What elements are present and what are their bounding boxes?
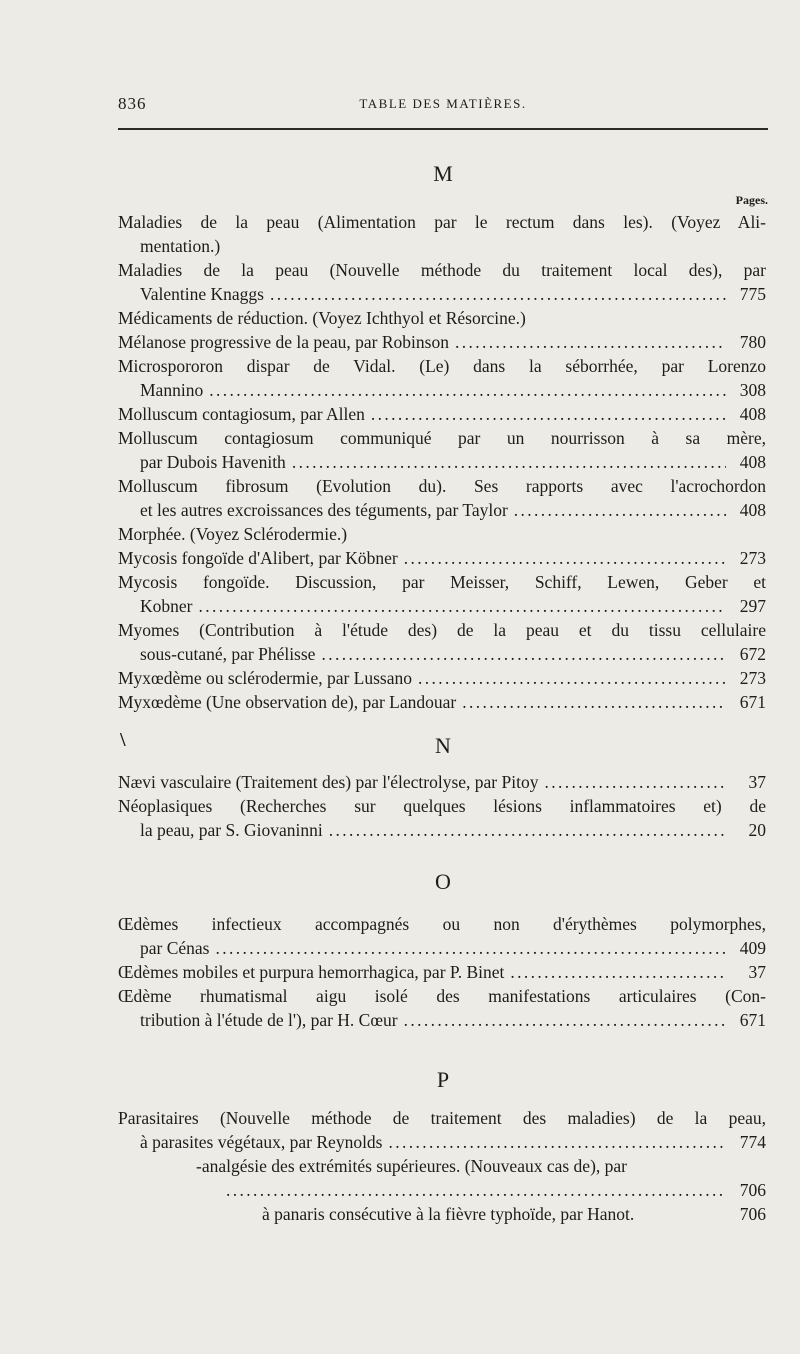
entry-page-number: 37 <box>748 772 766 792</box>
entry-text: par Dubois Havenith <box>140 452 286 472</box>
running-title: TABLE DES MATIÈRES. <box>359 96 527 111</box>
entry-page-number: 706 <box>739 1180 766 1200</box>
entry-page-number: 774 <box>739 1132 766 1152</box>
index-entry-line <box>140 594 766 618</box>
entry-text: Mannino <box>140 380 204 400</box>
index-entry-line <box>140 1130 766 1154</box>
index-entry-line: Parasitaires (Nouvelle méthode de traitement des maladies) de la peau, <box>118 1108 766 1128</box>
index-entry-line <box>140 642 766 666</box>
dot-leader <box>462 690 726 714</box>
entry-text: sous-cutané, par Phélisse <box>140 644 316 664</box>
dot-leader <box>544 770 726 794</box>
index-entry-line <box>140 936 766 960</box>
margin-mark: \ <box>120 729 126 751</box>
entry-page-number: 672 <box>739 644 766 664</box>
entry-page-number: 408 <box>739 452 766 472</box>
index-entry-line <box>140 818 766 842</box>
entry-text: à parasites végétaux, par Reynolds <box>140 1132 383 1152</box>
index-entry-line <box>140 450 766 474</box>
dot-leader <box>514 498 726 522</box>
entry-text: Nævi vasculaire (Traitement des) par l'électrolyse, par Pitoy <box>118 772 539 792</box>
index-entry-line: Médicaments de réduction. (Voyez Ichthyol et Résorcine.) <box>118 308 526 328</box>
section-letter-o: O <box>435 869 451 894</box>
dot-leader <box>418 666 726 690</box>
dot-leader <box>329 818 726 842</box>
entry-text: tribution à l'étude de l'), par H. Cœur <box>140 1010 398 1030</box>
index-entry-line: Maladies de la peau (Nouvelle méthode du traitement local des), par <box>118 260 766 280</box>
entry-text: et les autres excroissances des téguments, par Taylor <box>140 500 508 520</box>
dot-leader <box>292 450 726 474</box>
pages-column-label: Pages. <box>735 193 768 207</box>
entry-text: Molluscum contagiosum, par Allen <box>118 404 365 424</box>
dot-leader <box>371 402 726 426</box>
index-entry-line <box>140 1008 766 1032</box>
entry-page-number: 297 <box>739 596 766 616</box>
entry-text: Valentine Knaggs <box>140 284 264 304</box>
section-letter-n: N <box>435 733 451 758</box>
entry-text: Mycosis fongoïde d'Alibert, par Köbner <box>118 548 398 568</box>
entry-page-number: 706 <box>739 1204 766 1224</box>
index-entry-line: Molluscum contagiosum communiqué par un nourrisson à sa mère, <box>118 428 766 448</box>
index-entry-line <box>140 498 766 522</box>
index-entry-line <box>118 960 766 984</box>
entry-page-number: 775 <box>739 284 766 304</box>
entry-text: Kobner <box>140 596 193 616</box>
index-entry-line <box>118 546 766 570</box>
dot-leader <box>404 1008 726 1032</box>
section-letter-m: M <box>433 161 453 186</box>
index-entry-line <box>220 1178 766 1202</box>
entry-page-number: 408 <box>739 500 766 520</box>
index-entry-line: Maladies de la peau (Alimentation par le rectum dans les). (Voyez Ali- <box>118 212 766 232</box>
entry-page-number: 308 <box>739 380 766 400</box>
entry-page-number: 780 <box>739 332 766 352</box>
entry-text: la peau, par S. Giovaninni <box>140 820 323 840</box>
index-entry-line: -analgésie des extrémités supérieures. (Nouveaux cas de), par <box>196 1156 627 1176</box>
entry-page-number: 671 <box>739 1010 766 1030</box>
index-entry-line: Mycosis fongoïde. Discussion, par Meisser, Schiff, Lewen, Geber et <box>118 572 766 592</box>
entry-text: Mélanose progressive de la peau, par Robinson <box>118 332 449 352</box>
index-entry-line: Morphée. (Voyez Sclérodermie.) <box>118 524 348 544</box>
entry-text: Myxœdème (Une observation de), par Landouar <box>118 692 457 712</box>
dot-leader <box>226 1178 726 1202</box>
index-entry-line: mentation.) <box>140 236 221 256</box>
dot-leader <box>510 960 726 984</box>
entry-page-number: 408 <box>739 404 766 424</box>
entry-page-number: 37 <box>748 962 766 982</box>
dot-leader <box>455 330 726 354</box>
entry-text: Œdèmes mobiles et purpura hemorrhagica, par P. Binet <box>118 962 505 982</box>
entry-text: Myxœdème ou sclérodermie, par Lussano <box>118 668 413 688</box>
entry-page-number: 409 <box>739 938 766 958</box>
entry-page-number: 20 <box>748 820 766 840</box>
dot-leader <box>389 1130 727 1154</box>
index-entry-line <box>262 1202 766 1226</box>
section-letter-p: P <box>436 1067 450 1092</box>
dot-leader <box>270 282 726 306</box>
dot-leader <box>321 642 726 666</box>
index-entry-line: Myomes (Contribution à l'étude des) de la peau et du tissu cellulaire <box>118 620 766 640</box>
entry-text: par Cénas <box>140 938 210 958</box>
index-entry-line <box>140 378 766 402</box>
index-entry-line <box>118 402 766 426</box>
index-entry-line: Œdèmes infectieux accompagnés ou non d'érythèmes polymorphes, <box>118 914 766 934</box>
dot-leader <box>216 936 727 960</box>
entry-page-number: 671 <box>739 692 766 712</box>
index-entry-line: Œdème rhumatismal aigu isolé des manifestations articulaires (Con- <box>118 986 766 1006</box>
dot-leader <box>209 378 726 402</box>
index-entry-line: Néoplasiques (Recherches sur quelques lésions inflammatoires et) de <box>118 796 766 816</box>
index-entry-line <box>118 330 766 354</box>
index-entry-line <box>140 282 766 306</box>
index-entry-line <box>118 666 766 690</box>
entry-page-number: 273 <box>739 668 766 688</box>
running-head <box>118 94 768 118</box>
index-entry-line: Molluscum fibrosum (Evolution du). Ses rapports avec l'acrochordon <box>118 476 766 496</box>
index-entry-line <box>118 770 766 794</box>
index-entry-line: Microspororon dispar de Vidal. (Le) dans la séborrhée, par Lorenzo <box>118 356 766 376</box>
entry-text: à panaris consécutive à la fièvre typhoïde, par Hanot. <box>262 1204 635 1224</box>
index-entry-line <box>118 690 766 714</box>
entry-page-number: 273 <box>739 548 766 568</box>
dot-leader <box>198 594 726 618</box>
dot-leader <box>404 546 726 570</box>
header-rule <box>118 128 768 130</box>
page-number: 836 <box>118 94 147 113</box>
